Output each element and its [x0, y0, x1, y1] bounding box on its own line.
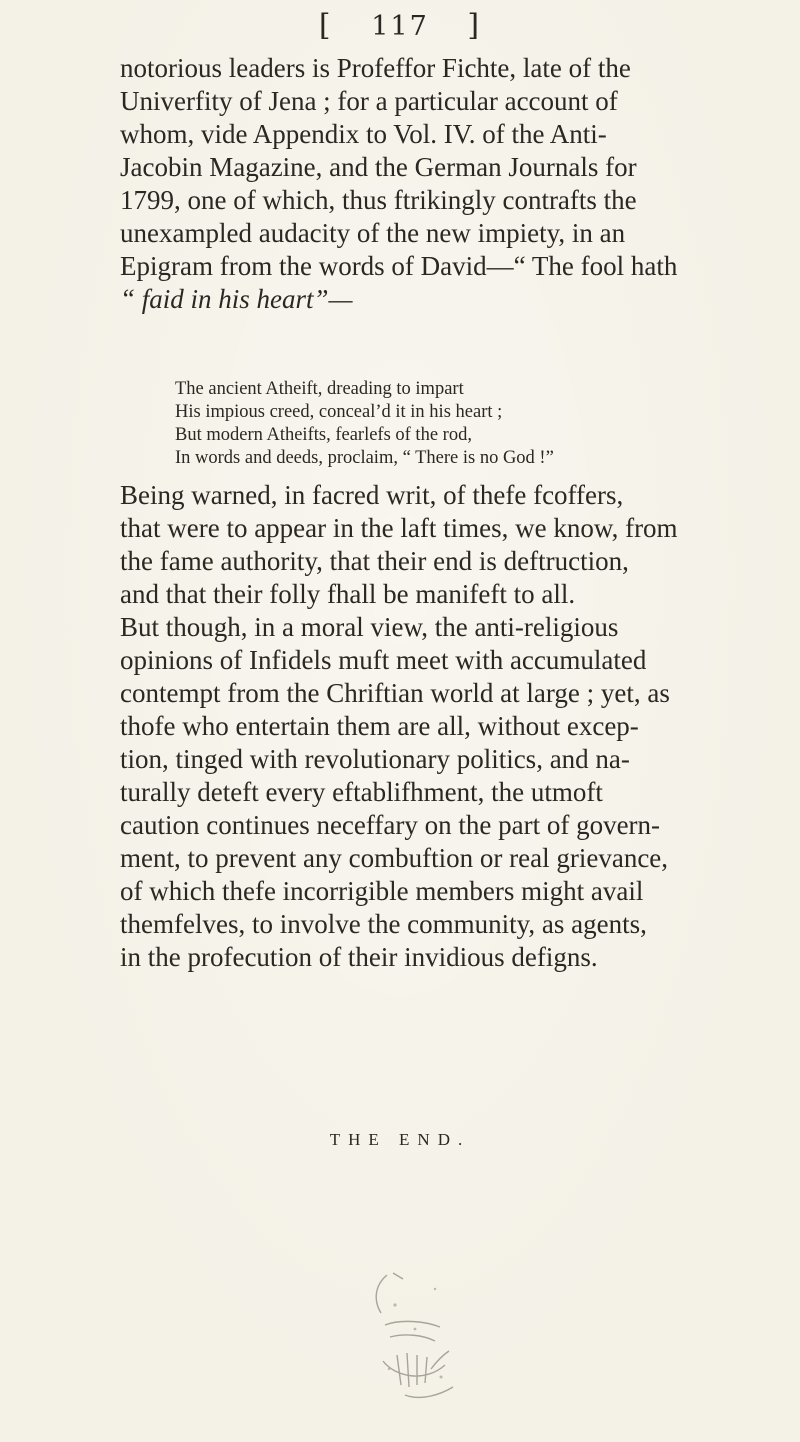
text-line: contempt from the Chriftian world at large ; yet, as	[120, 678, 670, 708]
text-line: 1799, one of which, thus ftrikingly contrafts the	[120, 185, 637, 215]
page-number: 117	[371, 11, 429, 42]
text-line: thofe who entertain them are all, without excep-	[120, 711, 639, 741]
text-line: opinions of Infidels muft meet with accumulated	[120, 645, 647, 675]
text-line: tion, tinged with revolutionary politics, and na-	[120, 744, 630, 774]
library-stamp-icon	[345, 1265, 475, 1415]
text-line: unexampled audacity of the new impiety, in an	[120, 218, 626, 248]
paragraph-1	[120, 52, 700, 316]
verse-line: The ancient Atheift, dreading to impart	[175, 379, 464, 399]
verse-line: His impious creed, conceal’d it in his heart ;	[175, 402, 503, 422]
text-line: the fame authority, that their end is deftruction,	[120, 546, 629, 576]
text-line: ment, to prevent any combuftion or real grievance,	[120, 843, 669, 873]
text-line: Epigram from the words of David—“ The fool hath	[120, 251, 678, 281]
paragraph-2	[120, 479, 700, 974]
the-end-heading: THE END.	[329, 1130, 471, 1149]
text-line: But though, in a moral view, the anti-religious	[120, 612, 619, 642]
text-line: and that their folly fhall be manifeft to all.	[120, 579, 576, 609]
close-bracket: ]	[467, 8, 482, 43]
text-line: themfelves, to involve the community, as agents,	[120, 909, 647, 939]
text-line: that were to appear in the laft times, we know, from	[120, 513, 678, 543]
text-line: “ faid in his heart”—	[120, 284, 353, 314]
text-line: Being warned, in facred writ, of thefe fcoffers,	[120, 480, 624, 510]
text-line: caution continues neceffary on the part of govern-	[120, 810, 661, 840]
text-line: of which thefe incorrigible members might avail	[120, 876, 644, 906]
epigram-verse	[175, 378, 695, 470]
verse-line: But modern Atheifts, fearlefs of the rod,	[175, 425, 472, 445]
text-line: turally deteft every eftablifhment, the utmoft	[120, 777, 603, 807]
text-line: whom, vide Appendix to Vol. IV. of the Anti-	[120, 119, 607, 149]
verse-line: In words and deeds, proclaim, “ There is no God !”	[175, 448, 554, 468]
text-line: Jacobin Magazine, and the German Journals for	[120, 152, 637, 182]
text-line: Univerfity of Jena ; for a particular account of	[120, 86, 618, 116]
text-line: in the profecution of their invidious defigns.	[120, 942, 598, 972]
page-header	[0, 8, 800, 43]
open-bracket: [	[318, 8, 333, 43]
text-line: notorious leaders is Profeffor Fichte, late of the	[120, 53, 631, 83]
